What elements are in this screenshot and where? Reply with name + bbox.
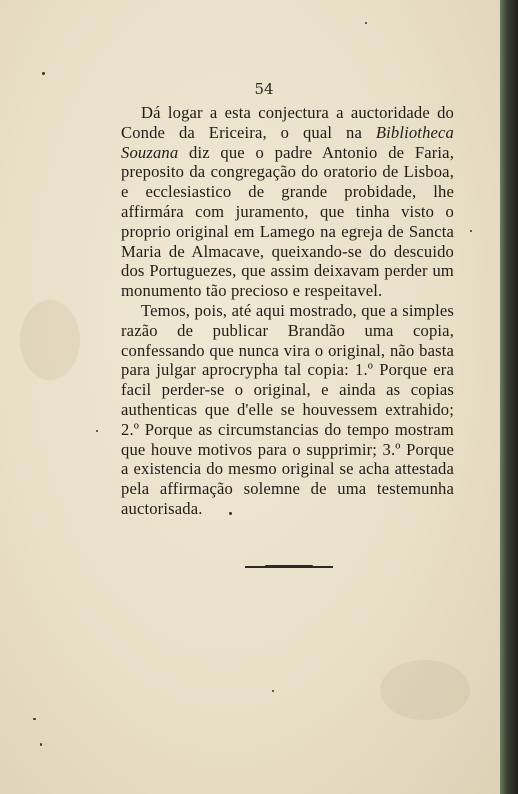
ink-speck xyxy=(272,690,274,692)
ink-speck xyxy=(229,512,232,515)
text-run: diz que o padre Antonio de Faria, preposito da congregação do oratorio de Lisboa, e ecclesiastico de grande probidade, lhe affirmára com juramento, que tinha visto o proprio original em Lamego na egreja de Sancta Maria de Almacave, queixando-se do descuido dos Portuguezes, que assim deixavam perder um monumento tão precioso e respeitavel. xyxy=(121,142,454,301)
ink-speck xyxy=(470,230,472,232)
book-spine-edge xyxy=(500,0,518,794)
paper-stain xyxy=(380,660,470,720)
body-text xyxy=(121,103,454,519)
section-divider xyxy=(245,566,333,568)
page-number: 54 xyxy=(254,80,274,98)
paragraph-1 xyxy=(121,103,454,301)
ink-speck xyxy=(96,430,98,432)
ink-speck xyxy=(40,743,42,746)
ink-speck xyxy=(365,22,367,24)
paper-stain xyxy=(20,300,80,380)
ink-speck xyxy=(33,718,36,720)
ink-speck xyxy=(42,72,45,75)
italic-title: Bibliotheca Souzana xyxy=(121,122,454,162)
paragraph-2: Temos, pois, até aqui mostrado, que a simples razão de publicar Brandão uma copia, confessando que nunca vira o original, não basta para julgar aprocrypha tal copia: 1.º Porque era facil perder-se o original, e ainda as copias authenticas que d'elle se houvessem extrahido; 2.º Porque as circumstancias do tempo mostram que houve motivos para o supprimir; 3.º Porque a existencia do mesmo original se acha attestada pela affirmação solemne de uma testemunha auctorisada. xyxy=(121,300,454,518)
text-run: Dá logar a esta conjectura a auctoridade do Conde da Ericeira, o qual na xyxy=(121,103,454,142)
